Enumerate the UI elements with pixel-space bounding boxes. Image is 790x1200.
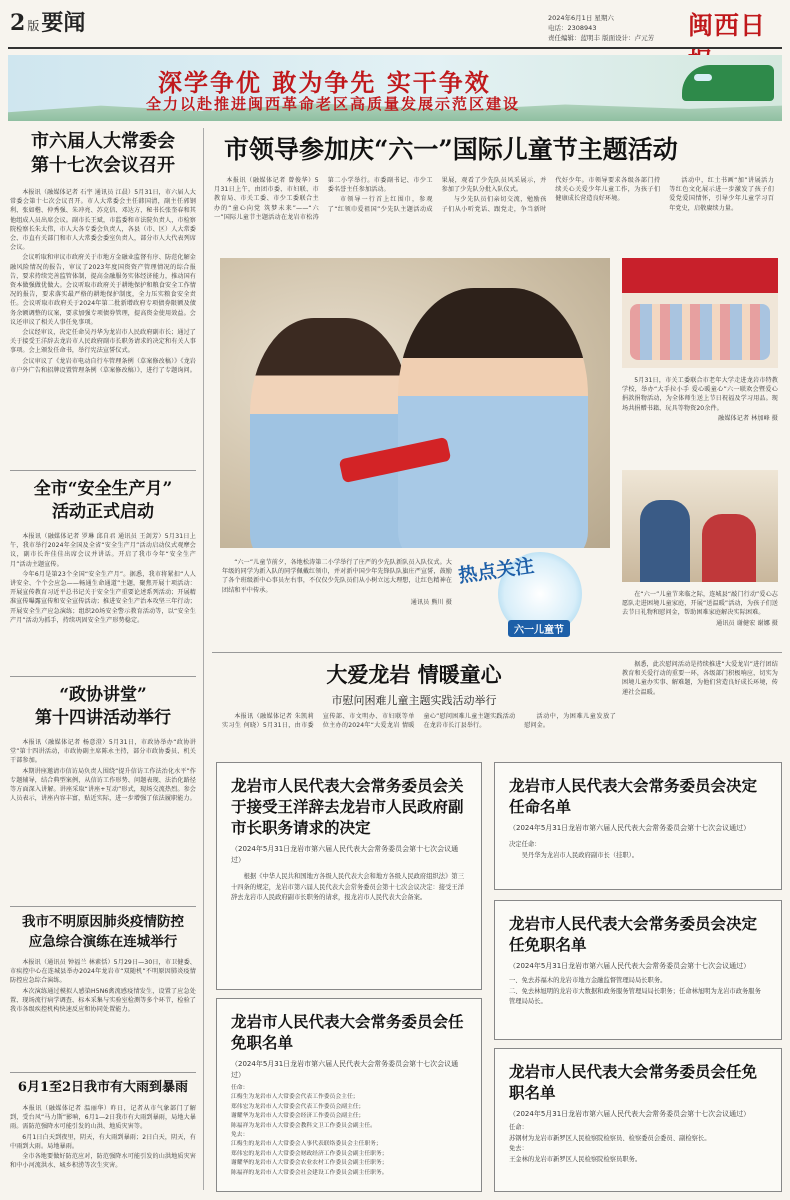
paragraph: 本报讯（融媒体记者 罗琳 邱自君 通讯员 王剑芳）5月31日上午，我市举行2024年全国及全省“安全生产月”活动启动仪式观摩会议，副市长许佳佳出席会议并讲话。开启了我市今年“安全生产月”活动主题宣传。 xyxy=(10,533,196,568)
notice-body xyxy=(231,1084,467,1178)
phone-line: 电话：2308943 xyxy=(548,24,597,32)
notice-date: （2024年5月31日龙岩市第六届人民代表大会常务委员会第十七次会议通过） xyxy=(231,845,459,864)
headline: 应急综合演练在连城举行 xyxy=(28,934,178,950)
article-body xyxy=(10,532,196,674)
photo-credit: 通讯员 谢健宏 谢娜 摄 xyxy=(716,619,778,627)
paragraph: 会议审议了《龙岩市电动自行车管理条例（草案修改稿）》《龙岩市户外广告和招牌设置管理条例（草案修改稿）》，进行了专题询问。 xyxy=(10,357,196,374)
headline: 市六届人大常委会 xyxy=(31,131,175,152)
appoint-item: 苏钢材为龙岩市新罗区人民检察院检察员、检察委员会委员、副检察长。 xyxy=(509,1134,711,1142)
notice-body xyxy=(509,976,767,1008)
notice-item: 一、免去苏福木的龙岩市地方金融监督管理局局长职务。 xyxy=(509,977,667,984)
remove-item: 王金林的龙岩市新罗区人民检察院检察员职务。 xyxy=(509,1155,642,1163)
photo-credit: 通讯员 熊川 摄 xyxy=(410,598,452,606)
caption-text: 5月31日，市关工委联合市老年大学走进龙岩市特教学校，举办“大手拉小手 爱心暖童心”六一联欢会暨爱心捐款捐物活动，为全体师生送上节日祝福及学习用品。现场共捐赠书籍、玩具等物资20余件。 xyxy=(622,377,778,412)
paragraph: 6月1日白天到夜里，阴天，有大雨到暴雨；2日白天，阴天，有中雨到大雨。局地暴雨。 xyxy=(10,1133,196,1150)
divider xyxy=(10,676,196,677)
banner-line1: 深学争优 敢为争先 实干争效 xyxy=(158,68,491,97)
page-unit: 版 xyxy=(27,19,40,33)
boy-figure xyxy=(250,318,410,548)
paragraph: 本报讯（融媒体记者 温丽华）昨日，记者从市气象部门了解到，受台风“马力斯”影响，6月1—2日我市有大雨到暴雨，局地大暴雨。需防范强降水可能引发的山洪、地质灾害等。 xyxy=(10,1105,196,1131)
badge-title: 热点关注 xyxy=(457,554,536,588)
lead-body xyxy=(214,176,774,252)
divider xyxy=(10,1072,196,1073)
remove-item: 陈福祥的龙岩市人大常委会社会建设工作委员会副主任职务。 xyxy=(231,1169,388,1176)
article-safety-month xyxy=(10,478,196,674)
notice-appoint-remove-decision xyxy=(494,900,782,1040)
remove-label: 免去： xyxy=(509,1145,528,1152)
headline: “政协讲堂” xyxy=(59,685,147,705)
paragraph: 本报讯（融媒体记者 石宇 通讯员 江晨）5月31日，市六届人大常委会第十七次会议召开。市人大常委会主任韩国清，副主任郭钢利、张如楷、仲秀强、朱冲亮、苏克信、邓达方，秘书长张奎春和其他组成人员出席会议。副市长王斌，市监委和市法院负责人，市检察院检察长朱太伟，市人大各专委会负责人，各县（市、区）人大常委会、市直有关部门和市人大常委会委室负责人，部分市人大代表列席会议。 xyxy=(10,189,196,252)
header-meta xyxy=(548,13,654,43)
second-body xyxy=(222,712,616,748)
child-figure xyxy=(702,514,756,582)
paragraph: 市领导一行首上红围巾，参观了“红领巾爱祖国”少先队主题活动成果展，观看了少先队员风采展示，并参加了少先队分批入队仪式。 xyxy=(327,177,547,213)
caption-text: “六一”儿童节前夕，各地松涛第二小学举行了庄严的少先队新队员入队仪式。大年级的同学为新入队的同学佩戴红领巾，并对新中国少年先锋队队旗庄严宣誓，鼓励了各个班级新中心事员左右事，不仅仅少先队员们从小树立远大理想，让红色精神在团结和平中传承。 xyxy=(222,559,452,594)
girl-figure xyxy=(398,288,588,548)
paragraph: 本期讲座邀请市信访局负责人围绕“提升信访工作法治化水平”作专题辅导，结合典型案例，从信访工作形势、问题表现、法治化路径等方面深入讲解。讲座采取“讲座+互动”形式，现场交流热烈。参会人员表示，讲座内容丰富，贴近实际，进一步增强了依法履职能力。 xyxy=(10,767,196,803)
remove-item: 郑伟宏的龙岩市人大常委会财政经济工作委员会副主任职务； xyxy=(231,1150,388,1157)
photo-credit: 融媒体记者 林加峰 摄 xyxy=(718,414,778,422)
date-line: 2024年6月1日 星期六 xyxy=(548,14,614,22)
appoint-item: 郑伟宏为龙岩市人大常委会代表工作委员会副主任； xyxy=(231,1103,365,1110)
notice-body: 根据《中华人民共和国地方各级人民代表大会和地方各级人民政府组织法》第三十四条的规定，龙岩市第六届人民代表大会常务委员会第十七次会议决定：接受王洋辞去龙岩市人民政府副市长职务的请求，报龙岩市人民代表大会备案。 xyxy=(231,873,464,901)
article-body xyxy=(10,958,196,1058)
paragraph: 会议经审议，决定任命吴丹华为龙岩市人民政府副市长；通过了关于接受王洋辞去龙岩市人民政府副市长职务请求的决定和有关人事事项。会上颁发任命书，举行宪法宣誓仪式。 xyxy=(10,329,196,355)
article-npc-meeting xyxy=(10,130,196,480)
page-number xyxy=(10,6,85,37)
notice-procuratorate xyxy=(494,1048,782,1192)
headline: 第十七次会议召开 xyxy=(31,155,175,176)
paragraph: 与少先队员们亲切交流，勉励孩子们从小听党话、跟党走，争当新时代好少年。市领导要求各级各部门持续关心关爱少年儿童工作，为孩子们健康成长营造良好环境。 xyxy=(441,177,661,213)
side-photo-2 xyxy=(622,470,778,582)
appoint-label: 决定任命： xyxy=(509,841,541,848)
side-caption-1 xyxy=(622,376,778,466)
notice-date: （2024年5月31日龙岩市第六届人民代表大会常务委员会第十七次会议通过） xyxy=(509,824,751,832)
appoint-item: 江梅生为龙岩市人大常委会代表工作委员会主任； xyxy=(231,1094,359,1101)
second-body-continued xyxy=(622,660,778,752)
remove-item: 江梅生的龙岩市人大常委会人事代表联络委员会主任职务； xyxy=(231,1141,382,1148)
headline: 活动正式启动 xyxy=(52,502,154,522)
lead-photo xyxy=(220,258,610,548)
headline: 第十四讲活动举行 xyxy=(35,708,171,728)
paragraph: 活动中，为困难儿童发放了慰问金。 xyxy=(524,713,616,730)
divider xyxy=(10,470,196,471)
article-weather xyxy=(10,1078,196,1196)
notice-body xyxy=(509,840,767,861)
appoint-label: 任命： xyxy=(231,1085,249,1091)
notice-date: （2024年5月31日龙岩市第六届人民代表大会常务委员会第十七次会议通过） xyxy=(231,1060,459,1079)
article-body xyxy=(10,738,196,856)
notice-title: 龙岩市人民代表大会常务委员会决定任免职名单 xyxy=(509,914,758,954)
volunteer-figure xyxy=(640,500,690,582)
appoint-label: 任命： xyxy=(509,1124,528,1131)
paragraph: 本报讯（融媒体记者 曾俊华）5月31日上午，由团市委、市妇联、市教育局、市关工委、市少工委联合主办的“童心向党 筑梦未来”——“六一”国际儿童节主题活动在龙岩市松涛第二小学举行。市委副书记、市少工委名誉主任参加活动。 xyxy=(214,177,433,221)
caption-text: 在“六一”儿童节来临之际，连城县“敲门行动”爱心志愿队走进困境儿童家庭，开展“送温暖”活动，为孩子们送去节日礼物和慰问金，帮助困难家庭解决实际困难。 xyxy=(622,591,778,617)
crowd-figures xyxy=(630,304,770,360)
notice-resignation xyxy=(216,762,482,990)
article-cppcc-forum xyxy=(10,684,196,856)
paragraph: 本报讯（融媒体记者 杨意澄）5月31日，市政协举办“政协讲堂”第十四讲活动，市政协副主席陈永主持，部分市政协委员、机关干部参加。 xyxy=(10,739,196,765)
paragraph: 本报讯（融媒体记者 朱凯莉 实习生 何晓）5月31日，由市委宣传部、市文明办、市妇联等单位主办的2024年“大爱龙岩 情暖童心”慰问困难儿童主题实践活动在龙岩市长汀县举行。 xyxy=(222,713,516,730)
article-body xyxy=(10,188,196,480)
second-headline: 大爱龙岩 情暖童心 xyxy=(326,662,502,687)
notice-date: （2024年5月31日龙岩市第六届人民代表大会常务委员会第十七次会议通过） xyxy=(509,1110,751,1118)
notice-title: 龙岩市人民代表大会常务委员会任免职名单 xyxy=(509,1062,758,1102)
paragraph: 全市各地要做好防范应对，防范强降水可能引发的山洪地质灾害和中小河流洪水、城乡积涝等次生灾害。 xyxy=(10,1153,196,1170)
paragraph: 本报讯（通讯员 钟福兰 林素恬）5月29日—30日，市卫健委、市疾控中心在连城县举办2024年龙岩市“双随机”不明原因肺炎疫情防控应急综合演练。 xyxy=(10,959,196,985)
hot-topic-badge xyxy=(458,552,608,640)
article-body xyxy=(10,1104,196,1196)
slogan-banner xyxy=(8,55,782,121)
paragraph: 据悉，此次慰问活动是持续推进“大爱龙岩”进行团结教育和关爱行动的重要一环，各级部门积极响应，切实为困境儿童办实事、解难题，为他们营造良好成长环境，传递社会温暖。 xyxy=(622,661,778,696)
paragraph: 活动中，红土书画“加”讲展活力等红色文化展示进一步激发了孩子们爱党爱国情怀，引导少年儿童学习百年党史，启敬赓续力量。 xyxy=(669,177,774,212)
badge-subtitle: 六一儿童节 xyxy=(508,620,570,637)
remove-item: 谢耀华的龙岩市人大常委会农业农村工作委员会副主任职务； xyxy=(231,1160,388,1167)
editor-line: 责任编辑：蓝明丰 版面设计：卢元芳 xyxy=(548,34,655,42)
appoint-item: 陈福祥为龙岩市人大常委会教科文卫工作委员会副主任。 xyxy=(231,1122,376,1129)
section-name: 要闻 xyxy=(41,10,86,36)
side-caption-2 xyxy=(622,590,778,650)
masthead-logo: 闽西日 xyxy=(688,11,767,40)
appoint-item: 谢耀华为龙岩市人大常委会经济工作委员会副主任； xyxy=(231,1113,365,1120)
remove-label: 免去： xyxy=(231,1132,249,1139)
headline: 全市“安全生产月” xyxy=(33,479,173,499)
page-number-value: 2 xyxy=(10,10,26,36)
paragraph: 本次演练通过模拟人感染H5N6禽流感疫情发生，设置了应急处置、现场流行病学调查、标本采集与实验室检测等多个环节，检验了我市各级疾控机构快速反应和协同处置能力。 xyxy=(10,987,196,1014)
train-icon xyxy=(682,65,774,101)
notice-date: （2024年5月31日龙岩市第六届人民代表大会常务委员会第十七次会议通过） xyxy=(509,962,751,970)
notice-title: 龙岩市人民代表大会常务委员会任免职名单 xyxy=(231,1012,464,1052)
notice-appointment-list xyxy=(216,998,482,1192)
notice-title: 龙岩市人民代表大会常务委员会关于接受王洋辞去龙岩市人民政府副市长职务请求的决定 xyxy=(231,776,464,837)
paragraph: 会议听取和审议市政府关于市地方金融业监督有序、防范化解金融风险情况的报告，审议了2023年度国资资产管理情况的综合报告，要求持续完善监管体制，提高金融服务实体经济能力，推动国有资本做强做优做大。会议听取市政府关于耕地保护和粮食安全工作情况的报告，要求落实最严格的耕地保护制度，全力压实粮食安全责任。会议听取市政府关于2024年第二批新增政府专项债券限额及债务余额调整的议案，要求加强专项债券管理，提高资金使用效益。会议还审议了相关人事任免事项。 xyxy=(10,254,196,326)
headline: 6月1至2日我市有大雨到暴雨 xyxy=(17,1080,189,1095)
paragraph: 今年6月是第23个全国“安全生产月”。据悉，我市将紧扣“人人讲安全、个个会应急——畅通生命通道”主题，聚焦开展十项活动：开展宣传教育习近平总书记关于安全生产重要论述系列活动；开展精准宣传曝露宣传和安全宣传活动；推进安全生产治本攻坚三年行动；开展安全生产应急演练；组织20场安全警示教育活动等，以“安全生产月”活动为抓手，持续巩固安全生产形势稳定。 xyxy=(10,570,196,624)
header-rule xyxy=(8,47,782,49)
column-divider xyxy=(203,128,204,1190)
photo-caption xyxy=(222,558,452,648)
appoint-item: 吴丹华为龙岩市人民政府副市长（挂职）。 xyxy=(521,851,639,859)
headline: 我市不明原因肺炎疫情防控 xyxy=(22,914,184,930)
notice-body xyxy=(509,1123,767,1165)
side-photo-1 xyxy=(622,258,778,368)
second-subhead: 市慰问困难儿童主题实践活动举行 xyxy=(331,694,497,707)
notice-title: 龙岩市人民代表大会常务委员会决定任命名单 xyxy=(509,776,758,816)
notice-item: 二、免去林旭明的龙岩市大数据和政务服务管理局局长职务；任命林旭明为龙岩市政务服务管理局局长。 xyxy=(509,987,761,1005)
article-drill xyxy=(10,912,196,1058)
notice-appoint-decision xyxy=(494,762,782,890)
banner-line2: 全力以赴推进闽西革命老区高质量发展示范区建设 xyxy=(146,95,521,113)
divider xyxy=(10,906,196,907)
lead-headline: 市领导参加庆“六一”国际儿童节主题活动 xyxy=(224,135,678,164)
divider xyxy=(212,652,782,653)
